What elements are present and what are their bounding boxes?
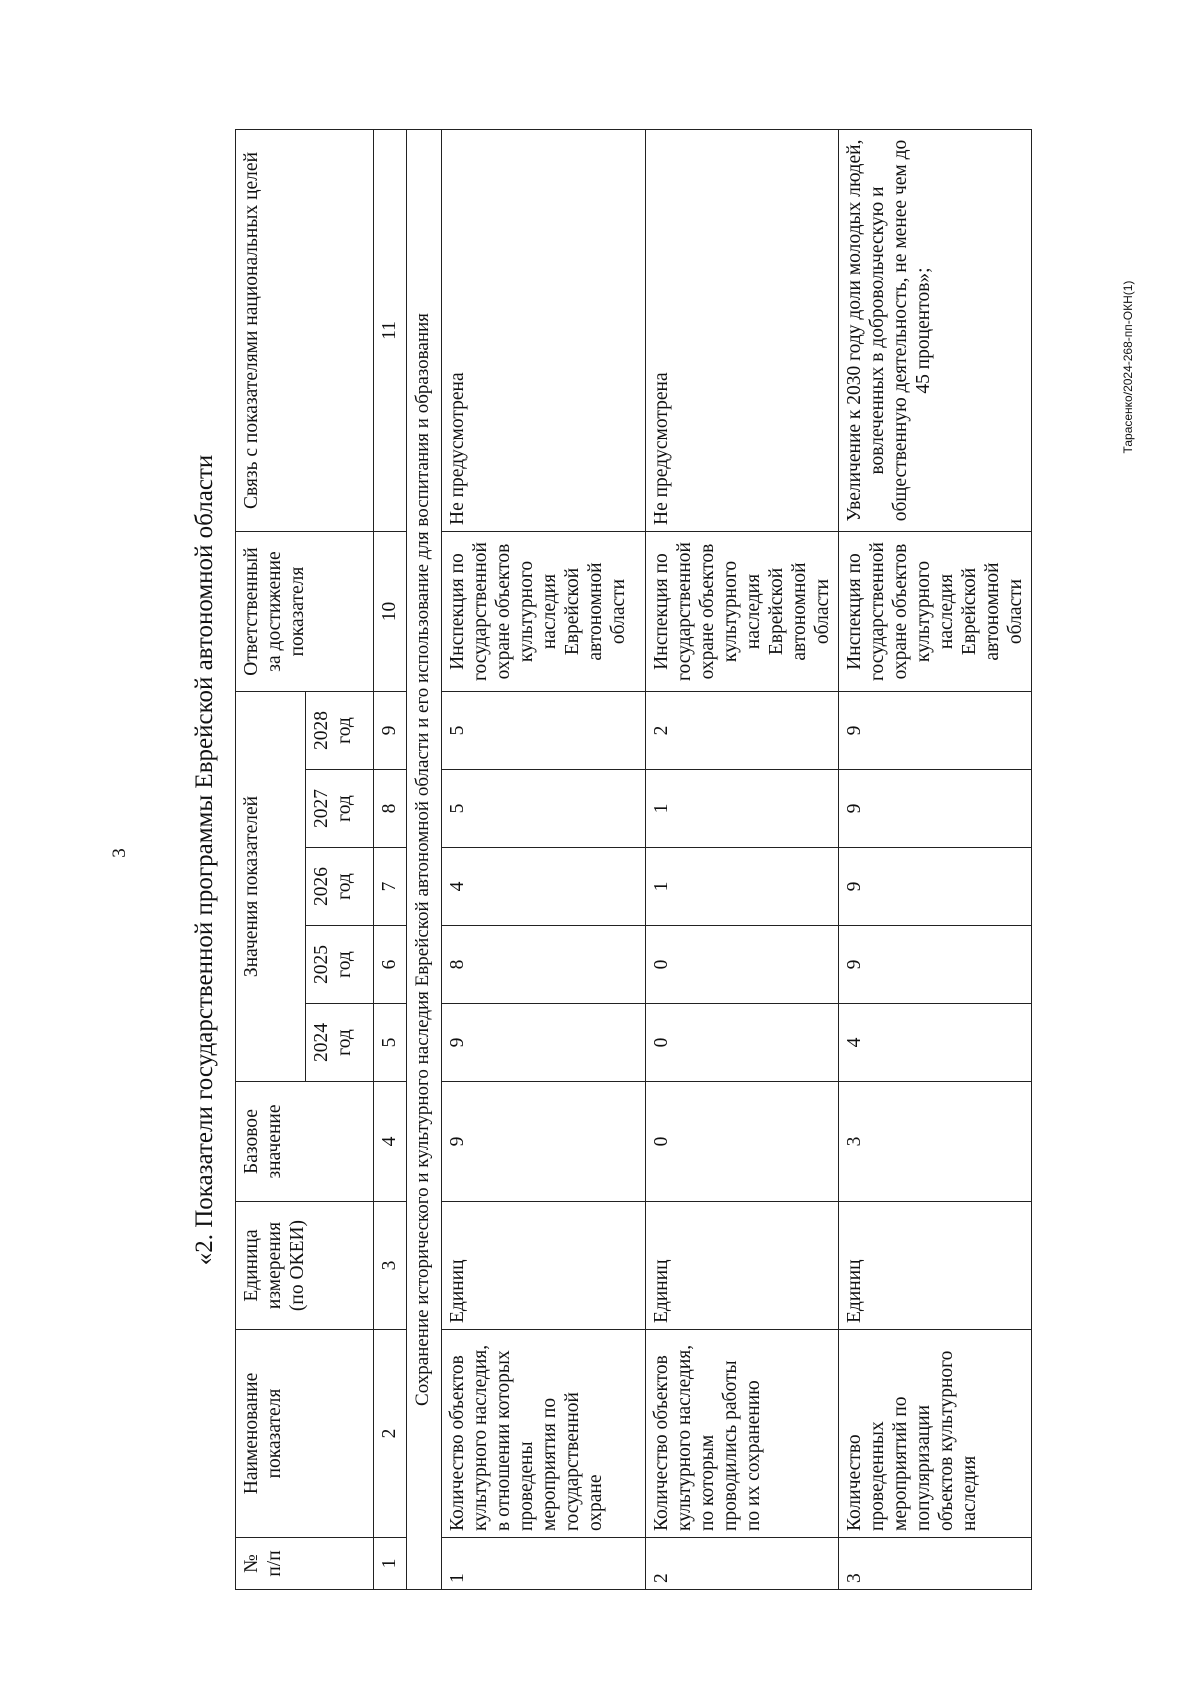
header-num: № п/п [236, 1538, 374, 1590]
header-values-group: Значения показателей [236, 692, 306, 1082]
column-number: 6 [374, 926, 407, 1004]
header-unit: Единица измерения (по ОКЕИ) [236, 1202, 374, 1330]
row-unit: Единиц [839, 1202, 1032, 1330]
header-year-2026: 2026 год [306, 848, 374, 926]
header-year-2028: 2028 год [306, 692, 374, 770]
row-value-2024: 0 [646, 1004, 839, 1082]
header-year-2024: 2024 год [306, 1004, 374, 1082]
column-number: 3 [374, 1202, 407, 1330]
row-indicator-name: Количество проведенных мероприятий по популяризации объектов культурного наследия [839, 1330, 1032, 1538]
row-unit: Единиц [442, 1202, 646, 1330]
row-responsible: Инспекция по государственной охране объектов культурного наследия Еврейской автономной области [442, 532, 646, 692]
row-value-2028: 5 [442, 692, 646, 770]
column-number: 5 [374, 1004, 407, 1082]
row-national-goal-link: Не предусмотрена [442, 130, 646, 532]
row-value-2025: 0 [646, 926, 839, 1004]
document-code: Тарасенко/2024-268-пп-ОКН(1) [1121, 280, 1135, 454]
column-number: 10 [374, 532, 407, 692]
row-base-value: 3 [839, 1082, 1032, 1202]
row-num: 3 [839, 1538, 1032, 1590]
row-value-2024: 9 [442, 1004, 646, 1082]
header-year-2027: 2027 год [306, 770, 374, 848]
row-value-2025: 8 [442, 926, 646, 1004]
document-title: «2. Показатели государственной программы Еврейской автономной области [191, 454, 218, 1266]
table-row [839, 130, 1032, 1590]
header-year-2025: 2025 год [306, 926, 374, 1004]
header-name: Наименование показателя [236, 1330, 374, 1538]
header-responsible: Ответственный за достижение показателя [236, 532, 374, 692]
column-number: 7 [374, 848, 407, 926]
table-row [442, 130, 646, 1590]
row-value-2028: 9 [839, 692, 1032, 770]
header-link: Связь с показателями национальных целей [236, 130, 374, 532]
row-indicator-name: Количество объектов культурного наследия, в отношении которых проведены мероприятия по государственной охране [442, 1330, 646, 1538]
row-value-2028: 2 [646, 692, 839, 770]
rotated-content [190, 130, 1080, 1590]
row-national-goal-link: Увеличение к 2030 году доли молодых людей, вовлеченных в добровольческую и общественную деятельность, не менее чем до 45 процентов»; [839, 130, 1032, 532]
row-value-2027: 1 [646, 770, 839, 848]
row-value-2024: 4 [839, 1004, 1032, 1082]
row-num: 1 [442, 1538, 646, 1590]
row-value-2025: 9 [839, 926, 1032, 1004]
section-title: Сохранение исторического и культурного наследия Еврейской автономной области и его использование для воспитания и образования [407, 130, 442, 1590]
row-responsible: Инспекция по государственной охране объектов культурного наследия Еврейской автономной области [839, 532, 1032, 692]
table-row [646, 130, 839, 1590]
row-base-value: 0 [646, 1082, 839, 1202]
row-num: 2 [646, 1538, 839, 1590]
row-value-2026: 1 [646, 848, 839, 926]
column-numbering-row [374, 130, 407, 1590]
row-unit: Единиц [646, 1202, 839, 1330]
header-base: Базовое значение [236, 1082, 374, 1202]
column-number: 4 [374, 1082, 407, 1202]
column-number: 9 [374, 692, 407, 770]
row-responsible: Инспекция по государственной охране объектов культурного наследия Еврейской автономной области [646, 532, 839, 692]
row-value-2026: 4 [442, 848, 646, 926]
row-value-2027: 9 [839, 770, 1032, 848]
row-base-value: 9 [442, 1082, 646, 1202]
column-number: 8 [374, 770, 407, 848]
section-row [407, 130, 442, 1590]
indicators-table [235, 129, 1032, 1590]
column-number: 11 [374, 130, 407, 532]
row-national-goal-link: Не предусмотрена [646, 130, 839, 532]
column-number: 2 [374, 1330, 407, 1538]
row-value-2027: 5 [442, 770, 646, 848]
column-number: 1 [374, 1538, 407, 1590]
row-indicator-name: Количество объектов культурного наследия, по которым проводились работы по их сохранению [646, 1330, 839, 1538]
page-number: 3 [109, 848, 130, 858]
row-value-2026: 9 [839, 848, 1032, 926]
